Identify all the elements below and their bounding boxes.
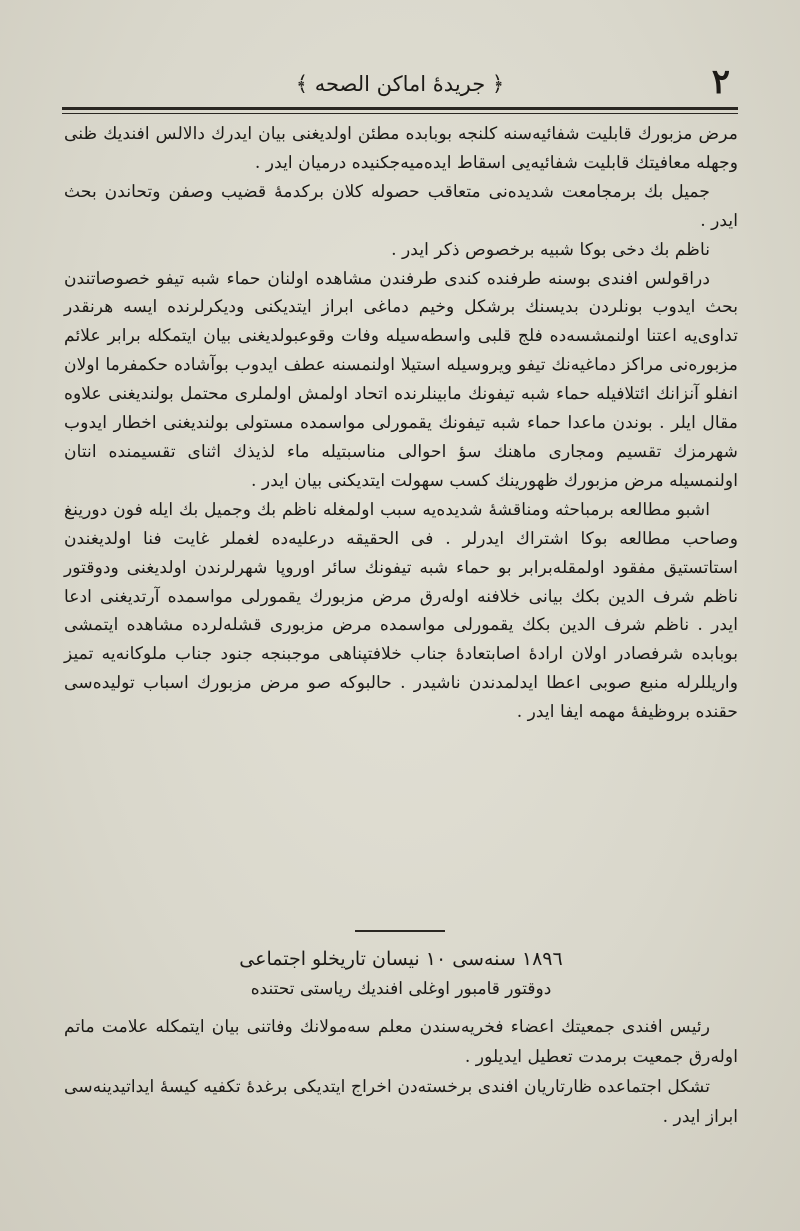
section-divider <box>355 930 445 932</box>
page-header <box>62 62 738 102</box>
paragraph: جميل بك برمجامعت شديده‌نى متعاقب حصوله كلان بركدمهٔ قضيب وصفن وتحاندن بحث ايدر . <box>64 181 738 231</box>
header-rule <box>62 107 738 110</box>
session-heading <box>64 944 738 1010</box>
header-rule-thin <box>62 113 738 114</box>
paragraph: رئيس افندى جمعيتك اعضاء فخريه‌سندن معلم سه‌مولانك وفاتنى بيان ايتمكله علامت ماتم اوله‌رق جمعيت برمدت تعطيل ايديلور . <box>64 1017 738 1067</box>
paragraph: تشكل اجتماعده ظارتاريان افندى برخسته‌دن اخراج ايتديكى برغدهٔ تكفيه كيسهٔ ايداتيدينه‌سى ابراز ايدر . <box>64 1077 738 1127</box>
running-title: ﴿ جريدهٔ اماكن الصحه ﴾ <box>295 72 505 96</box>
paragraph: دراقولس افندى بوسنه طرفنده كندى طرفندن مشاهده اولنان حماء شبه تيفو خصوصاتندن بحث ايدوب بونلردن بديسنك برشكل وخيم دماغى ابراز ايتديكنى وديكرلرنده ايسه هرنقدر تداوى‌يه اعتنا اولنمشسه‌ده فلج قلبى واسطه‌سيله وفات وقوعبولديغنى بيان ايتمكله برابر علائم مزبوره‌نى مراكز دماغيه‌نك تيفو ويروسيله استيلا اولنمسنه عطف ايدوب بوآشاده حكمفرما اولان انفلو آنزانك ائتلافيله حماء شبه تيفونك مابينلرنده اتحاد اولمش اولملرى محتمل بولنديغنى علاوه مقال ايلر . بوندن ماعدا حماء شبه تيفونك يقمورلى مواسمده مستولى بولنديغنى اخطار ايدوب شهرمزك تقسيم ومجارى ماهنك سؤ احوالى مناسبتيله ماء لذيذك اثناى تقسيمنده انتان اولنمسيله مرض مزبورك ظهورينك كسب سهولت ايتديكنى بيان ايدر . <box>64 268 738 491</box>
paragraph: ناظم بك دخى بوكا شبيه برخصوص ذكر ايدر . <box>391 239 710 260</box>
session-subtitle: دوقتور قامبور اوغلى افنديك رياستى تحتنده <box>250 979 552 999</box>
session-title: ١٨٩٦ سنه‌سى ١٠ نيسان تاريخلو اجتماعى <box>239 948 563 970</box>
paragraph: مرض مزبورك قابليت شفائيه‌سنه كلنجه بوبابده مطئن اولديغنى بيان ايدرك دالالس افنديك ظنى وجهله معافيتك قابليت شفائيه‌يى اسقاط ايده‌ميه‌جكنيده درميان ايدر . <box>64 124 738 173</box>
main-text <box>64 120 738 727</box>
paragraph: اشبو مطالعه برمباحثه ومناقشهٔ شديده‌يه سبب اولمغله ناظم بك وجميل بك ايله فون دورينغ وصاحب مطالعه بوكا اشتراك ايدرلر . فى الحقيقه درعليه‌ده لغملر غايت فنا اولديغندن استاتستيق مفقود اولمقله‌برابر بو حماء شبه تيفونك سائر اوروپا شهرلرندن اولديغنى ودوقتور ناظم شرف الدين بكك بيانى خلافنه اوله‌رق مرض مزبورك يقمورلى مواسمده آرتديغنى ادعا ايدر . ناظم شرف الدين بكك يقمورلى مواسمده مرض مزبورى قشله‌لرده مشاهده ايتمشى بوبابده شرفصادر اولان ارادهٔ اصابتعادهٔ جناب خلافتپناهى موجبنجه جنود جناب ملوكانه‌يه تميز واريللرله منبع صوبى اعطا ايدلمدندن ناشيدر . حالبوكه صو مرض مزبورك اسباب توليده‌سى حقنده بروظيفهٔ مهمه ايفا ايدر . <box>64 499 738 723</box>
page-number: ٢ <box>711 62 730 102</box>
session-text <box>64 1012 738 1132</box>
